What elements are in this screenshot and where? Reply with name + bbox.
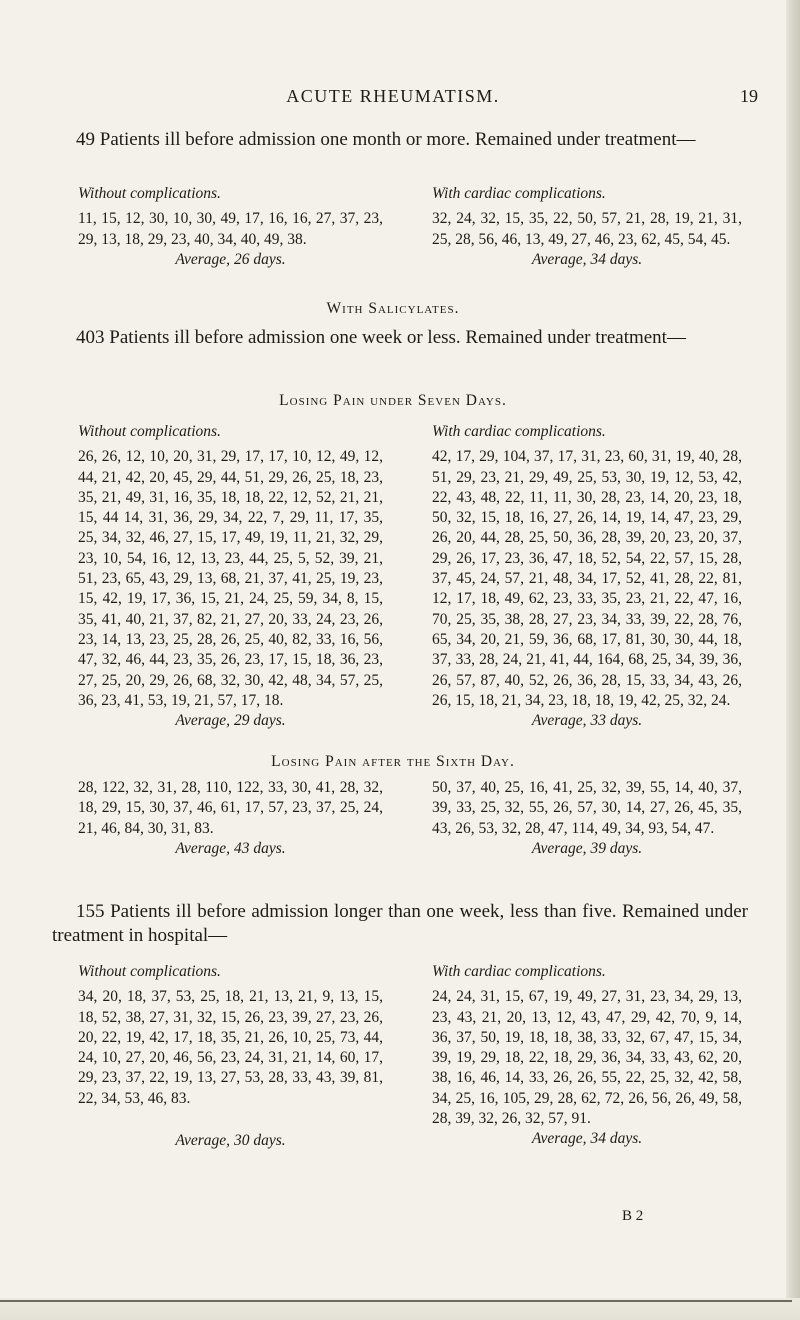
values-list: 26, 26, 12, 10, 20, 31, 29, 17, 17, 10, 12, 49, 12, 44, 21, 42, 20, 45, 29, 44, 51, 29, 26, 25, 18, 23, 35, 21, 49, 31, 16, 35, 18, 18, 22, 12, 52, 21, 21, 15, 44 14, 31, 36, 29, 34, 22, 7, 29, 11, 17, 35, 25, 34, 32, 46, 27, 15, 17, 49, 19, 11, 21, 32, 29, 23, 10, 54, 16, 12, 13, 23, 44, 25, 5, 52, 39, 21, 51, 23, 65, 43, 29, 13, 68, 21, 37, 41, 25, 19, 23, 15, 42, 19, 17, 36, 15, 21, 24, 25, 59, 34, 8, 15, 35, 41, 40, 21, 37, 82, 21, 27, 20, 33, 24, 23, 26, 23, 14, 13, 23, 25, 28, 26, 25, 40, 82, 33, 16, 56, 47, 32, 46, 44, 23, 35, 26, 23, 17, 15, 18, 36, 23, 27, 25, 20, 29, 26, 68, 32, 30, 42, 48, 34, 57, 25, 36, 23, 41, 53, 19, 21, 57, 17, 18. bbox=[78, 448, 383, 709]
column-heading: Without complications. bbox=[78, 963, 221, 980]
values-list: 50, 37, 40, 25, 16, 41, 25, 32, 39, 55, 14, 40, 37, 39, 33, 25, 32, 55, 26, 57, 30, 14, 27, 26, 45, 35, 43, 26, 53, 32, 28, 47, 114, 49, 34, 93, 54, 47. bbox=[432, 779, 742, 837]
column-heading: With cardiac complications. bbox=[432, 963, 606, 980]
running-head: ACUTE RHEUMATISM. bbox=[286, 86, 500, 106]
average-line: Average, 26 days. bbox=[175, 250, 286, 268]
values-list: 28, 122, 32, 31, 28, 110, 122, 33, 30, 41, 28, 32, 18, 29, 15, 30, 37, 46, 61, 17, 57, 23, 37, 25, 24, 21, 46, 84, 30, 31, 83. bbox=[78, 779, 383, 837]
values-list: 24, 24, 31, 15, 67, 19, 49, 27, 31, 23, 34, 29, 13, 23, 43, 21, 20, 13, 12, 43, 47, 29, 42, 70, 9, 14, 36, 37, 50, 19, 18, 18, 38, 33, 32, 67, 47, 15, 34, 39, 19, 29, 18, 22, 18, 29, 36, 34, 33, 43, 62, 20, 38, 16, 46, 14, 33, 26, 26, 55, 22, 25, 32, 42, 58, 34, 25, 16, 105, 29, 28, 62, 72, 26, 56, 26, 49, 58, 28, 39, 32, 26, 32, 57, 91. bbox=[432, 988, 742, 1128]
salicylates-heading: With Salicylates. bbox=[326, 300, 460, 317]
section3-intro: 155 Patients ill before admission longer than one week, less than five. Remained under treatment in hospital— bbox=[52, 901, 748, 946]
average-line: Average, 39 days. bbox=[531, 839, 643, 857]
average-line: Average, 34 days. bbox=[531, 250, 643, 268]
section2-after-without-column bbox=[78, 778, 383, 859]
section1-intro: 49 Patients ill before admission one month or more. Remained under treatment— bbox=[76, 129, 696, 150]
printer-signature: B 2 bbox=[622, 1208, 644, 1224]
section3-with-column bbox=[432, 962, 742, 1150]
column-heading: With cardiac complications. bbox=[432, 423, 606, 440]
page-bottom-edge bbox=[0, 1298, 800, 1320]
column-heading: Without complications. bbox=[78, 185, 221, 202]
column-heading: With cardiac complications. bbox=[432, 185, 606, 202]
values-list: 34, 20, 18, 37, 53, 25, 18, 21, 13, 21, 9, 13, 15, 18, 52, 38, 27, 31, 32, 15, 26, 23, 39, 27, 23, 26, 20, 22, 19, 42, 17, 18, 35, 21, 26, 10, 25, 73, 44, 24, 10, 27, 20, 46, 56, 23, 24, 31, 21, 14, 60, 17, 29, 23, 37, 22, 19, 13, 27, 53, 28, 33, 43, 39, 81, 22, 34, 53, 46, 83. bbox=[78, 988, 383, 1107]
values-list: 32, 24, 32, 15, 35, 22, 50, 57, 21, 28, 19, 21, 31, 25, 28, 56, 46, 13, 49, 27, 46, 23, 62, 45, 54, 45. bbox=[432, 210, 742, 248]
subheading-after-sixth-day: Losing Pain after the Sixth Day. bbox=[271, 753, 515, 770]
section1-with-column bbox=[432, 184, 742, 270]
section2-with-column bbox=[432, 422, 742, 731]
average-line: Average, 29 days. bbox=[175, 712, 286, 730]
average-line: Average, 43 days. bbox=[175, 839, 286, 857]
section1-without-column bbox=[78, 184, 383, 270]
values-list: 42, 17, 29, 104, 37, 17, 31, 23, 60, 31, 19, 40, 28, 51, 29, 23, 21, 29, 49, 25, 53, 30, 19, 12, 53, 42, 22, 43, 48, 22, 11, 11, 30, 28, 23, 14, 20, 23, 18, 50, 32, 15, 18, 16, 27, 26, 14, 19, 14, 47, 23, 29, 26, 20, 44, 28, 25, 50, 36, 28, 39, 20, 23, 20, 37, 29, 26, 17, 23, 36, 47, 18, 52, 54, 22, 57, 15, 28, 37, 45, 24, 57, 21, 48, 34, 17, 52, 41, 28, 22, 81, 12, 17, 18, 49, 62, 23, 33, 35, 23, 21, 22, 47, 16, 70, 25, 35, 38, 28, 27, 23, 34, 33, 39, 22, 28, 76, 65, 34, 20, 21, 59, 36, 68, 17, 81, 30, 30, 44, 18, 37, 33, 28, 24, 21, 41, 44, 164, 68, 25, 34, 39, 36, 26, 57, 87, 40, 52, 26, 36, 28, 15, 33, 34, 43, 26, 26, 15, 18, 21, 34, 23, 18, 18, 19, 42, 25, 32, 24. bbox=[432, 448, 742, 709]
average-line: Average, 30 days. bbox=[175, 1132, 286, 1150]
section2-intro: 403 Patients ill before admission one week or less. Remained under treatment— bbox=[76, 327, 686, 348]
average-line: Average, 33 days. bbox=[531, 712, 643, 730]
section2-after-with-column bbox=[432, 778, 742, 859]
bottom-rule bbox=[0, 1300, 792, 1302]
column-heading: Without complications. bbox=[78, 423, 221, 440]
subheading-under-seven-days: Losing Pain under Seven Days. bbox=[279, 392, 507, 409]
page-number: 19 bbox=[740, 86, 758, 106]
page-edge-shadow bbox=[786, 0, 800, 1320]
section3-without-column bbox=[78, 962, 383, 1151]
values-list: 11, 15, 12, 30, 10, 30, 49, 17, 16, 16, 27, 37, 23, 29, 13, 18, 29, 23, 40, 34, 40, 49, 38. bbox=[78, 210, 383, 248]
average-line: Average, 34 days. bbox=[531, 1130, 643, 1148]
section2-without-column bbox=[78, 422, 383, 731]
